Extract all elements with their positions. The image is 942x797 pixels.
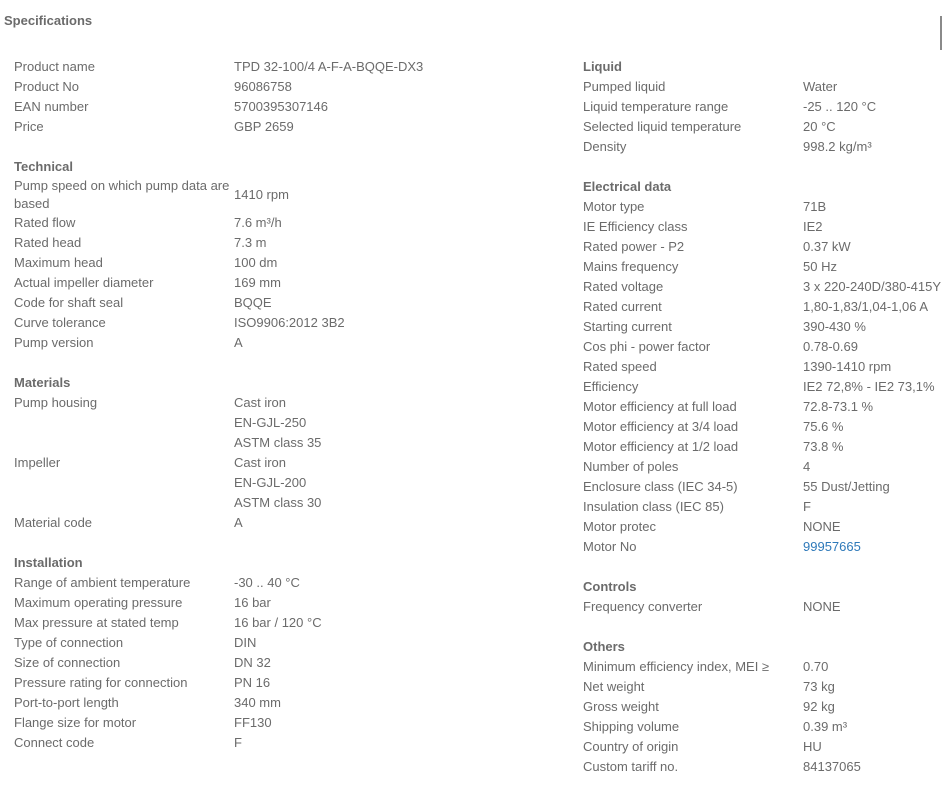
spec-row-motor-efficiency-at-3-4-load (583, 417, 942, 437)
spec-value-cell (803, 298, 928, 316)
spec-value-cell (803, 698, 835, 716)
spec-row-pump-speed-on-which-pump-data-are-based (14, 177, 569, 213)
spec-value: 73.8 % (803, 439, 844, 454)
spec-row-motor-no (583, 537, 942, 557)
spec-row-rated-power-p2 (583, 237, 942, 257)
section-title: Installation (14, 555, 83, 570)
spec-label: Frequency converter (583, 599, 703, 614)
spec-value: 1390-1410 rpm (803, 359, 892, 374)
spec-label: Insulation class (IEC 85) (583, 499, 724, 514)
spec-label: Rated power - P2 (583, 239, 685, 254)
spec-value: 5700395307146 (234, 99, 328, 114)
spec-label: Product No (14, 79, 80, 94)
section-electrical-data (583, 177, 942, 557)
spec-value: ISO9906:2012 3B2 (234, 315, 345, 330)
spec-value: BQQE (234, 295, 272, 310)
spec-row-rated-voltage (583, 277, 942, 297)
right-column (583, 57, 942, 797)
spec-value: 20 °C (803, 119, 836, 134)
spec-value-cell (803, 318, 866, 336)
spec-value-cell (803, 138, 872, 156)
spec-row-liquid-temperature-range (583, 97, 942, 117)
spec-row-actual-impeller-diameter (14, 273, 569, 293)
spec-value-cell (234, 634, 256, 652)
spec-value: 96086758 (234, 79, 292, 94)
spec-label: Pressure rating for connection (14, 675, 188, 690)
spec-label: Pump version (14, 335, 94, 350)
spec-row-rated-current (583, 297, 942, 317)
spec-label: Enclosure class (IEC 34-5) (583, 479, 738, 494)
spec-value: 50 Hz (803, 259, 837, 274)
spec-row-size-of-connection (14, 653, 569, 673)
spec-label: EAN number (14, 99, 89, 114)
spec-value: 7.3 m (234, 235, 267, 250)
spec-value-cell (234, 294, 272, 312)
spec-value-cell (803, 518, 841, 536)
spec-label: Max pressure at stated temp (14, 615, 179, 630)
spec-value-cell (803, 258, 837, 276)
spec-value: GBP 2659 (234, 119, 294, 134)
spec-value: NONE (803, 599, 841, 614)
spec-label: Cos phi - power factor (583, 339, 711, 354)
spec-value-cell (803, 458, 810, 476)
spec-row-country-of-origin (583, 737, 942, 757)
spec-row-minimum-efficiency-index-mei (583, 657, 942, 677)
spec-label: Price (14, 119, 44, 134)
spec-row-pump-version (14, 333, 569, 353)
spec-value-cell (234, 334, 243, 352)
section-materials (14, 373, 569, 533)
spec-label: Actual impeller diameter (14, 275, 154, 290)
spec-value: 75.6 % (803, 419, 844, 434)
spec-value-cell (234, 674, 270, 692)
spec-value: 7.6 m³/h (234, 215, 282, 230)
spec-label: Number of poles (583, 459, 679, 474)
section-title: Materials (14, 375, 71, 390)
spec-label: Efficiency (583, 379, 639, 394)
spec-value: 92 kg (803, 699, 835, 714)
section-section (14, 57, 569, 137)
spec-row-motor-type (583, 197, 942, 217)
spec-row-density (583, 137, 942, 157)
spec-label: Rated voltage (583, 279, 664, 294)
spec-value: IE2 (803, 219, 823, 234)
spec-value: Cast iron (234, 395, 287, 410)
spec-value-cell (234, 254, 277, 272)
spec-row-impeller (14, 453, 569, 513)
spec-row-price (14, 117, 569, 137)
spec-value: 1410 rpm (234, 187, 289, 202)
spec-value: 0.37 kW (803, 239, 851, 254)
spec-value-cell (803, 498, 811, 516)
spec-row-curve-tolerance (14, 313, 569, 333)
spec-label: Size of connection (14, 655, 121, 670)
spec-label: Port-to-port length (14, 695, 119, 710)
spec-row-number-of-poles (583, 457, 942, 477)
spec-value: Water (803, 79, 838, 94)
spec-row-mains-frequency (583, 257, 942, 277)
spec-label: Flange size for motor (14, 715, 137, 730)
spec-row-type-of-connection (14, 633, 569, 653)
spec-value-cell (803, 678, 835, 696)
section-title: Electrical data (583, 179, 672, 194)
spec-value: 71B (803, 199, 827, 214)
spec-label: Liquid temperature range (583, 99, 729, 114)
spec-row-connect-code (14, 733, 569, 753)
spec-label: Motor type (583, 199, 645, 214)
spec-value: DN 32 (234, 655, 271, 670)
spec-value-cell (803, 738, 822, 756)
spec-value: 84137065 (803, 759, 861, 774)
spec-value: ASTM class 35 (234, 435, 322, 450)
spec-value-cell (234, 274, 281, 292)
spec-value: DIN (234, 635, 257, 650)
spec-label: Motor No (583, 539, 637, 554)
spec-value: -30 .. 40 °C (234, 575, 300, 590)
spec-value: HU (803, 739, 822, 754)
spec-value: 169 mm (234, 275, 281, 290)
spec-value-cell (803, 358, 891, 376)
spec-value: EN-GJL-250 (234, 415, 307, 430)
spec-row-motor-protec (583, 517, 942, 537)
section-title: Technical (14, 159, 74, 174)
spec-value: 0.70 (803, 659, 829, 674)
section-installation (14, 553, 569, 753)
spec-value: A (234, 515, 243, 530)
spec-row-net-weight (583, 677, 942, 697)
spec-row-pumped-liquid (583, 77, 942, 97)
spec-value-cell (234, 453, 321, 513)
spec-value: NONE (803, 519, 841, 534)
spec-row-shipping-volume (583, 717, 942, 737)
spec-value: 3 x 220-240D/380-415Y (803, 279, 942, 294)
spec-value-cell (803, 598, 841, 616)
spec-label: Rated speed (583, 359, 657, 374)
spec-value-cell (234, 186, 289, 204)
spec-value-cell (803, 218, 823, 236)
section-controls (583, 577, 942, 617)
spec-label: Minimum efficiency index, MEI ≥ (583, 659, 770, 674)
section-title: Controls (583, 579, 637, 594)
spec-label: Starting current (583, 319, 672, 334)
section-title: Liquid (583, 59, 622, 74)
spec-row-range-of-ambient-temperature (14, 573, 569, 593)
spec-value-cell (803, 198, 826, 216)
spec-value-cell (234, 98, 328, 116)
spec-label: Net weight (583, 679, 645, 694)
spec-label: Material code (14, 515, 93, 530)
spec-label: Maximum operating pressure (14, 595, 183, 610)
spec-value-cell (803, 538, 861, 556)
spec-row-selected-liquid-temperature (583, 117, 942, 137)
spec-value-cell (234, 78, 292, 96)
section-others (583, 637, 942, 777)
spec-label: Pumped liquid (583, 79, 666, 94)
spec-row-maximum-head (14, 253, 569, 273)
motor-no-link[interactable]: 99957665 (803, 539, 861, 554)
spec-label: Pump speed on which pump data are based (14, 178, 230, 211)
spec-value-cell (803, 238, 851, 256)
spec-value: 16 bar / 120 °C (234, 615, 322, 630)
spec-row-cos-phi-power-factor (583, 337, 942, 357)
spec-value-cell (803, 98, 876, 116)
spec-value-cell (803, 398, 873, 416)
spec-row-gross-weight (583, 697, 942, 717)
spec-value: F (234, 735, 242, 750)
spec-label: Impeller (14, 455, 61, 470)
spec-row-ie-efficiency-class (583, 217, 942, 237)
spec-row-flange-size-for-motor (14, 713, 569, 733)
spec-value-cell (803, 718, 847, 736)
spec-value: PN 16 (234, 675, 271, 690)
spec-label: Product name (14, 59, 95, 74)
spec-value-cell (234, 594, 271, 612)
spec-label: Density (583, 139, 627, 154)
spec-value-cell (234, 734, 242, 752)
spec-row-custom-tariff-no (583, 757, 942, 777)
spec-label: Mains frequency (583, 259, 679, 274)
spec-row-rated-flow (14, 213, 569, 233)
spec-value-cell (803, 478, 890, 496)
spec-label: Country of origin (583, 739, 679, 754)
section-liquid (583, 57, 942, 157)
left-column (14, 57, 569, 773)
spec-value: -25 .. 120 °C (803, 99, 877, 114)
spec-value: 390-430 % (803, 319, 866, 334)
spec-value: 4 (803, 459, 811, 474)
spec-value: TPD 32-100/4 A-F-A-BQQE-DX3 (234, 59, 424, 74)
spec-label: Custom tariff no. (583, 759, 679, 774)
spec-label: Motor efficiency at 1/2 load (583, 439, 739, 454)
spec-value-cell (234, 714, 272, 732)
spec-row-ean-number (14, 97, 569, 117)
spec-row-product-name (14, 57, 569, 77)
spec-row-insulation-class-iec-85 (583, 497, 942, 517)
spec-label: Motor protec (583, 519, 656, 534)
spec-row-max-pressure-at-stated-temp (14, 613, 569, 633)
spec-value-cell (803, 78, 837, 96)
spec-row-rated-head (14, 233, 569, 253)
spec-value-cell (234, 58, 423, 76)
spec-value-cell (234, 514, 243, 532)
spec-value: 0.78-0.69 (803, 339, 858, 354)
spec-label: Code for shaft seal (14, 295, 124, 310)
spec-value-cell (803, 338, 858, 356)
spec-value-cell (803, 658, 828, 676)
spec-label: Maximum head (14, 255, 103, 270)
spec-value: 340 mm (234, 695, 281, 710)
spec-value-cell (234, 234, 267, 252)
spec-row-maximum-operating-pressure (14, 593, 569, 613)
spec-row-pressure-rating-for-connection (14, 673, 569, 693)
spec-label: Type of connection (14, 635, 124, 650)
spec-value-cell (234, 118, 294, 136)
spec-value-cell (234, 614, 322, 632)
spec-value: 72.8-73.1 % (803, 399, 874, 414)
spec-label: Rated head (14, 235, 82, 250)
spec-label: Motor efficiency at full load (583, 399, 737, 414)
spec-label: Connect code (14, 735, 95, 750)
spec-value-cell (803, 278, 941, 296)
spec-row-rated-speed (583, 357, 942, 377)
spec-row-product-no (14, 77, 569, 97)
spec-label: Pump housing (14, 395, 98, 410)
spec-value-cell (234, 314, 345, 332)
spec-row-frequency-converter (583, 597, 942, 617)
spec-value-cell (234, 214, 282, 232)
section-technical (14, 157, 569, 353)
spec-value-cell (803, 118, 836, 136)
spec-row-code-for-shaft-seal (14, 293, 569, 313)
spec-label: Shipping volume (583, 719, 680, 734)
spec-label: Range of ambient temperature (14, 575, 191, 590)
spec-value: 998.2 kg/m³ (803, 139, 872, 154)
spec-value-cell (803, 758, 861, 776)
spec-row-enclosure-class-iec-34-5 (583, 477, 942, 497)
spec-value: EN-GJL-200 (234, 475, 307, 490)
spec-value: 16 bar (234, 595, 271, 610)
spec-value: Cast iron (234, 455, 287, 470)
spec-row-pump-housing (14, 393, 569, 453)
spec-label: Rated flow (14, 215, 76, 230)
spec-row-motor-efficiency-at-1-2-load (583, 437, 942, 457)
spec-value-cell (803, 438, 843, 456)
spec-row-motor-efficiency-at-full-load (583, 397, 942, 417)
section-title: Others (583, 639, 625, 654)
spec-value-cell (234, 393, 321, 453)
spec-label: Selected liquid temperature (583, 119, 742, 134)
spec-value: ASTM class 30 (234, 495, 322, 510)
spec-value: 100 dm (234, 255, 278, 270)
spec-value: 1,80-1,83/1,04-1,06 A (803, 299, 929, 314)
page-title: Specifications (4, 13, 93, 28)
spec-value: FF130 (234, 715, 272, 730)
spec-label: Gross weight (583, 699, 659, 714)
spec-label: IE Efficiency class (583, 219, 688, 234)
spec-value-cell (234, 694, 281, 712)
spec-label: Rated current (583, 299, 662, 314)
spec-value-cell (803, 418, 843, 436)
spec-value: IE2 72,8% - IE2 73,1% (803, 379, 935, 394)
spec-label: Curve tolerance (14, 315, 106, 330)
spec-value: 55 Dust/Jetting (803, 479, 890, 494)
spec-row-starting-current (583, 317, 942, 337)
spec-value: 73 kg (803, 679, 835, 694)
spec-value: A (234, 335, 243, 350)
spec-value: 0.39 m³ (803, 719, 848, 734)
spec-value-cell (234, 574, 300, 592)
spec-row-material-code (14, 513, 569, 533)
spec-label: Motor efficiency at 3/4 load (583, 419, 739, 434)
spec-value-cell (803, 378, 935, 396)
spec-row-efficiency (583, 377, 942, 397)
spec-value-cell (234, 654, 271, 672)
spec-row-port-to-port-length (14, 693, 569, 713)
spec-value: F (803, 499, 811, 514)
